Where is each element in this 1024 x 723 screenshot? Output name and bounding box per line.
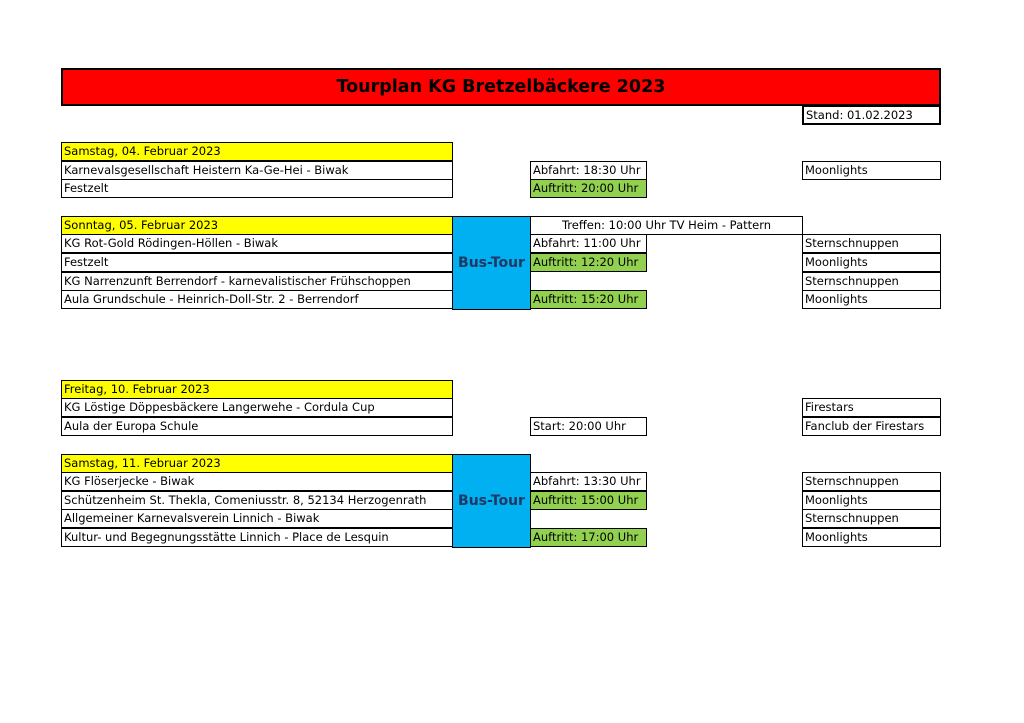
stand-date: Stand: 01.02.2023 <box>802 105 941 125</box>
page-title: Tourplan KG Bretzelbäckere 2023 <box>61 68 941 106</box>
date-header: Samstag, 11. Februar 2023 <box>61 454 453 473</box>
location-cell: Festzelt <box>61 253 453 272</box>
time-cell: Auftritt: 17:00 Uhr <box>530 528 647 547</box>
location-cell: Aula Grundschule - Heinrich-Doll-Str. 2 - Berrendorf <box>61 290 453 309</box>
location-cell: KG Narrenzunft Berrendorf - karnevalistischer Frühschoppen <box>61 272 453 291</box>
group-cell: Sternschnuppen <box>802 509 941 528</box>
group-cell: Moonlights <box>802 491 941 510</box>
group-cell: Moonlights <box>802 528 941 547</box>
location-cell: Aula der Europa Schule <box>61 417 453 436</box>
location-cell: Schützenheim St. Thekla, Comeniusstr. 8, 52134 Herzogenrath <box>61 491 453 510</box>
date-header: Sonntag, 05. Februar 2023 <box>61 216 453 235</box>
time-cell: Auftritt: 12:20 Uhr <box>530 253 647 272</box>
group-cell: Sternschnuppen <box>802 472 941 491</box>
group-cell: Firestars <box>802 398 941 417</box>
location-cell: KG Rot-Gold Rödingen-Höllen - Biwak <box>61 234 453 253</box>
time-cell: Abfahrt: 11:00 Uhr <box>530 234 647 253</box>
location-cell: Kultur- und Begegnungsstätte Linnich - Place de Lesquin <box>61 528 453 547</box>
group-cell: Moonlights <box>802 161 941 180</box>
location-cell: KG Löstige Döppesbäckere Langerwehe - Cordula Cup <box>61 398 453 417</box>
bus-tour-marker: Bus-Tour <box>452 216 531 310</box>
time-cell: Abfahrt: 13:30 Uhr <box>530 472 647 491</box>
time-cell: Auftritt: 15:00 Uhr <box>530 491 647 510</box>
location-cell: Festzelt <box>61 179 453 198</box>
location-cell: Allgemeiner Karnevalsverein Linnich - Biwak <box>61 509 453 528</box>
time-cell: Auftritt: 20:00 Uhr <box>530 179 647 198</box>
group-cell: Sternschnuppen <box>802 234 941 253</box>
meeting-cell: Treffen: 10:00 Uhr TV Heim - Pattern <box>530 216 803 235</box>
bus-tour-marker: Bus-Tour <box>452 454 531 548</box>
group-cell: Moonlights <box>802 253 941 272</box>
group-cell: Fanclub der Firestars <box>802 417 941 436</box>
time-cell: Start: 20:00 Uhr <box>530 417 647 436</box>
date-header: Samstag, 04. Februar 2023 <box>61 142 453 161</box>
location-cell: Karnevalsgesellschaft Heistern Ka-Ge-Hei - Biwak <box>61 161 453 180</box>
time-cell: Auftritt: 15:20 Uhr <box>530 290 647 309</box>
time-cell: Abfahrt: 18:30 Uhr <box>530 161 647 180</box>
group-cell: Sternschnuppen <box>802 272 941 291</box>
date-header: Freitag, 10. Februar 2023 <box>61 380 453 399</box>
group-cell: Moonlights <box>802 290 941 309</box>
location-cell: KG Flöserjecke - Biwak <box>61 472 453 491</box>
